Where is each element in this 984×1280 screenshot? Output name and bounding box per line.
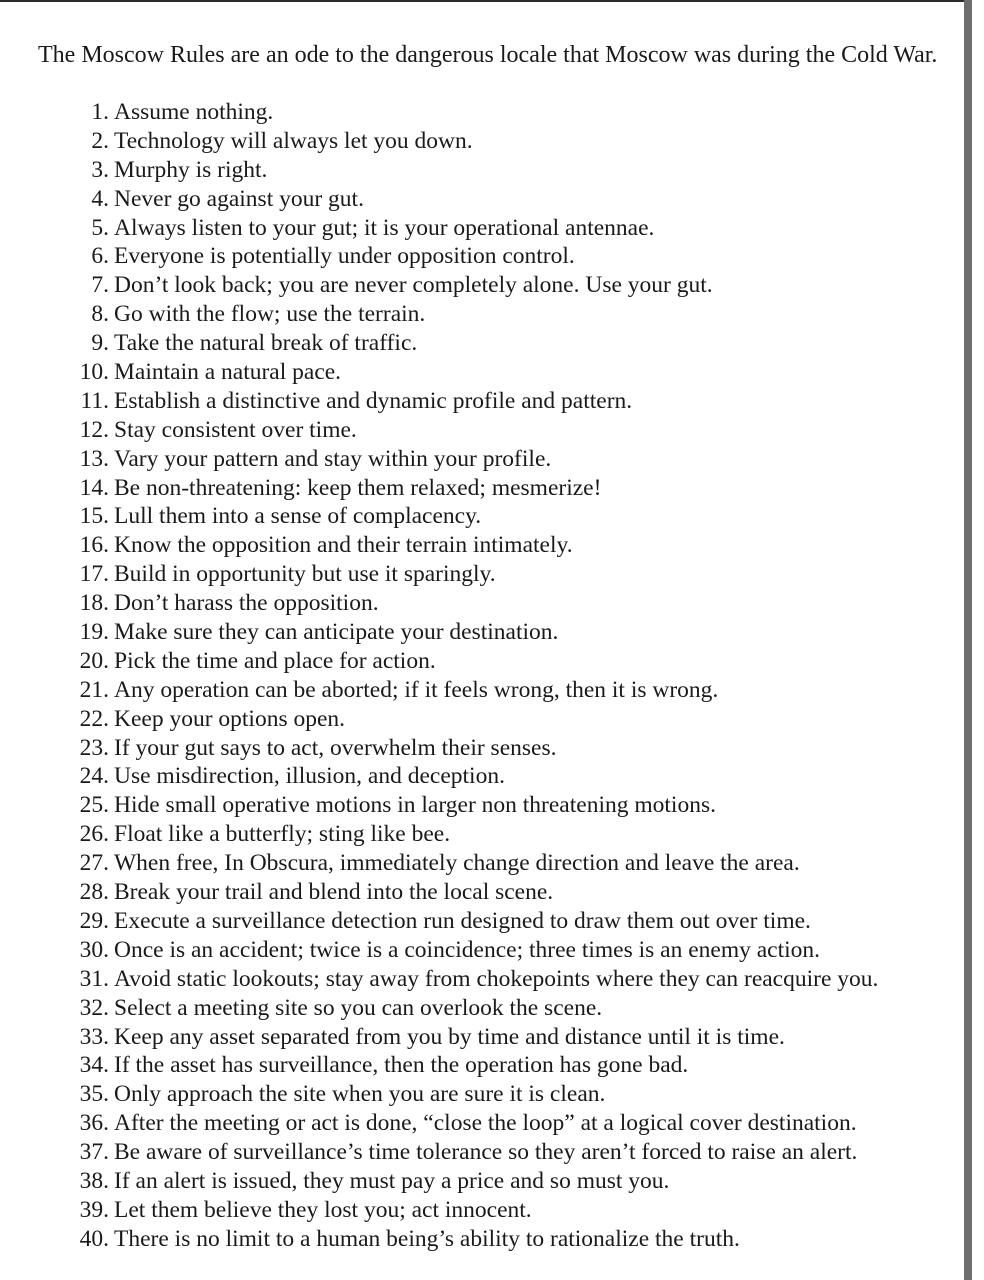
rule-text: Keep your options open.: [114, 705, 346, 732]
rule-number: 13.: [79, 445, 109, 472]
rule-text: Maintain a natural pace.: [114, 359, 342, 386]
rule-text: Float like a butterfly; sting like bee.: [114, 821, 451, 848]
rule-number: 38.: [79, 1167, 109, 1194]
rule-number: 30.: [79, 936, 109, 963]
rule-text: If your gut says to act, overwhelm their senses.: [114, 734, 557, 761]
rule-number: 2.: [91, 127, 109, 154]
rule-text: Technology will always let you down.: [114, 127, 473, 154]
rule-text: Avoid static lookouts; stay away from chokepoints where they can reacquire you.: [114, 965, 879, 992]
rule-text: Don’t look back; you are never completely alone. Use your gut.: [114, 272, 713, 299]
rule-number: 12.: [79, 416, 109, 443]
rule-text: Murphy is right.: [114, 156, 268, 183]
rule-text: Once is an accident; twice is a coincidence; three times is an enemy action.: [114, 936, 821, 963]
rule-number: 19.: [79, 619, 109, 646]
rule-number: 9.: [91, 330, 109, 357]
rule-number: 34.: [79, 1052, 109, 1079]
rule-number: 14.: [79, 474, 109, 501]
rule-number: 37.: [79, 1139, 109, 1166]
rule-text: Any operation can be aborted; if it feels wrong, then it is wrong.: [114, 676, 719, 703]
rule-number: 35.: [79, 1081, 109, 1108]
rule-number: 10.: [79, 359, 109, 386]
rule-text: Always listen to your gut; it is your operational antennae.: [114, 214, 655, 241]
rule-number: 21.: [79, 676, 109, 703]
rule-number: 20.: [79, 647, 109, 674]
rule-text: Execute a surveillance detection run designed to draw them out over time.: [114, 907, 811, 934]
rule-text: Build in opportunity but use it sparingly.: [114, 561, 496, 588]
rule-number: 36.: [79, 1110, 109, 1137]
rule-number: 3.: [91, 156, 109, 183]
rule-text: Select a meeting site so you can overlook the scene.: [114, 994, 603, 1021]
rule-text: Never go against your gut.: [114, 185, 364, 212]
rule-number: 6.: [91, 243, 109, 270]
right-scroll-edge: [964, 0, 972, 1280]
rule-number: 7.: [91, 272, 109, 299]
rule-number: 26.: [79, 821, 109, 848]
rule-text: Keep any asset separated from you by time and distance until it is time.: [114, 1023, 785, 1050]
rule-number: 27.: [79, 850, 109, 877]
rule-text: Don’t harass the opposition.: [114, 590, 379, 617]
rule-number: 15.: [79, 503, 109, 530]
rule-text: There is no limit to a human being’s ability to rationalize the truth.: [114, 1225, 740, 1252]
rule-number: 5.: [91, 214, 109, 241]
rule-number: 25.: [79, 792, 109, 819]
rule-number: 24.: [79, 763, 109, 790]
rule-number: 11.: [80, 387, 109, 414]
rule-text: Everyone is potentially under opposition control.: [114, 243, 575, 270]
rule-text: Know the opposition and their terrain intimately.: [114, 532, 573, 559]
rule-text: Take the natural break of traffic.: [114, 330, 418, 357]
rule-text: Stay consistent over time.: [114, 416, 357, 443]
rule-text: Establish a distinctive and dynamic profile and pattern.: [114, 387, 633, 414]
rule-text: Use misdirection, illusion, and deception.: [114, 763, 505, 790]
rule-number: 39.: [79, 1196, 109, 1223]
top-border-line: [0, 0, 970, 2]
rule-number: 31.: [79, 965, 109, 992]
rule-text: Let them believe they lost you; act innocent.: [114, 1196, 532, 1223]
rule-text: Only approach the site when you are sure it is clean.: [114, 1081, 606, 1108]
rule-text: Be aware of surveillance’s time tolerance so they aren’t forced to raise an alert.: [114, 1139, 858, 1166]
rule-text: Assume nothing.: [114, 99, 274, 125]
rule-text: When free, In Obscura, immediately change direction and leave the area.: [114, 850, 800, 877]
rule-number: 23.: [79, 734, 109, 761]
rule-text: Vary your pattern and stay within your profile.: [114, 445, 552, 472]
rule-number: 18.: [79, 590, 109, 617]
rule-number: 17.: [79, 561, 109, 588]
rule-text: If the asset has surveillance, then the operation has gone bad.: [114, 1052, 689, 1079]
rule-text: Make sure they can anticipate your destination.: [114, 619, 559, 646]
rule-text: If an alert is issued, they must pay a price and so must you.: [114, 1167, 670, 1194]
rule-number: 32.: [79, 994, 109, 1021]
rule-number: 33.: [79, 1023, 109, 1050]
rule-text: Hide small operative motions in larger non threatening motions.: [114, 792, 716, 819]
rule-text: Lull them into a sense of complacency.: [114, 503, 482, 530]
rule-text: Pick the time and place for action.: [114, 647, 436, 674]
rule-number: 29.: [79, 907, 109, 934]
intro-paragraph: The Moscow Rules are an ode to the dangerous locale that Moscow was during the Cold War.: [38, 42, 938, 68]
rule-text: After the meeting or act is done, “close the loop” at a logical cover destination.: [114, 1110, 857, 1137]
rule-text: Break your trail and blend into the local scene.: [114, 879, 554, 906]
rule-number: 22.: [79, 705, 109, 732]
rule-text: Be non-threatening: keep them relaxed; mesmerize!: [114, 474, 602, 501]
rule-number: 8.: [91, 301, 109, 328]
rule-number: 1.: [91, 99, 109, 125]
rule-number: 40.: [79, 1225, 109, 1252]
rule-number: 4.: [91, 185, 109, 212]
rule-number: 28.: [79, 879, 109, 906]
rule-number: 16.: [79, 532, 109, 559]
rule-text: Go with the flow; use the terrain.: [114, 301, 426, 328]
